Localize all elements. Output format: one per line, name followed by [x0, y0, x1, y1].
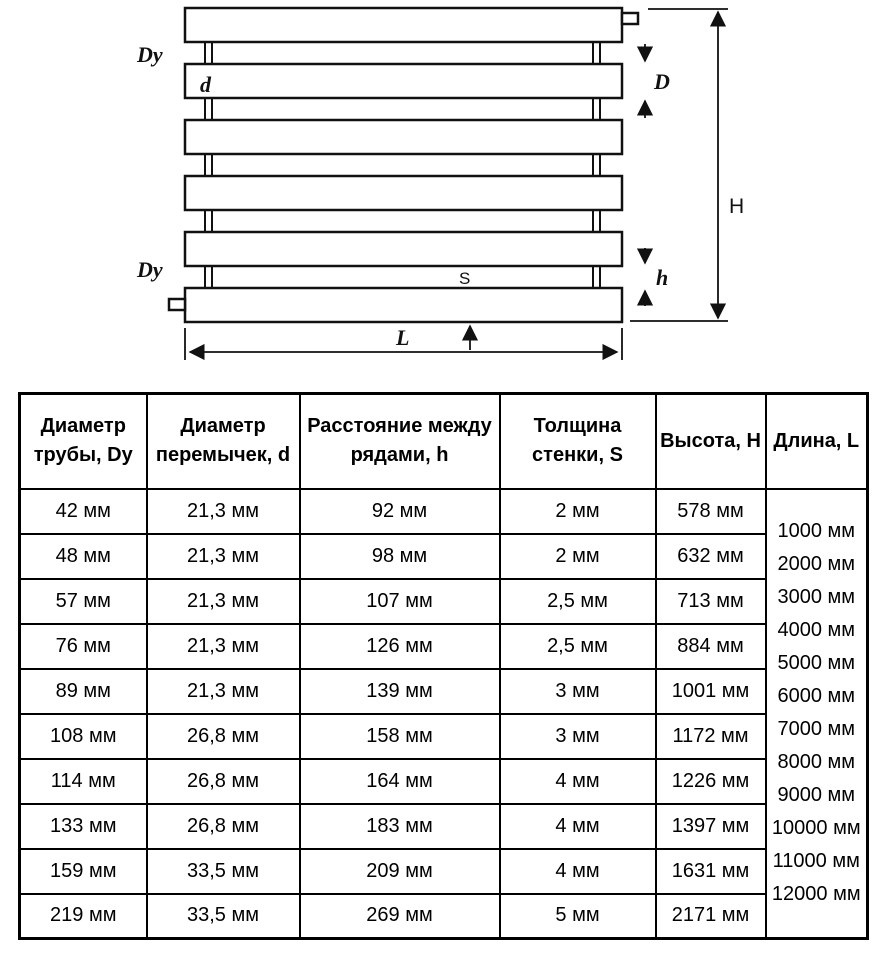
spec-table-wrap — [18, 392, 870, 940]
tube-bars — [169, 8, 638, 322]
header-row — [20, 394, 868, 489]
table-cell: 76 мм — [20, 624, 147, 669]
length-item: 3000 мм — [777, 586, 856, 609]
label-h: h — [656, 265, 669, 290]
table-cell: 2171 мм — [656, 894, 766, 939]
table-cell: 26,8 мм — [147, 714, 300, 759]
length-options-cell — [766, 489, 868, 939]
label-dy-bottom: Dy — [137, 257, 163, 282]
col-header-length-l: Длина, L — [766, 394, 868, 489]
table-cell: 2,5 мм — [500, 579, 656, 624]
table-cell: 98 мм — [300, 534, 500, 579]
table-cell: 26,8 мм — [147, 804, 300, 849]
table-cell: 219 мм — [20, 894, 147, 939]
table-cell: 108 мм — [20, 714, 147, 759]
label-H: H — [729, 195, 745, 218]
table-cell: 21,3 мм — [147, 669, 300, 714]
table-cell: 578 мм — [656, 489, 766, 534]
table-cell: 1226 мм — [656, 759, 766, 804]
length-item: 10000 мм — [771, 817, 861, 840]
col-header-diameter-d: Диаметр перемычек, d — [147, 394, 300, 489]
table-cell: 884 мм — [656, 624, 766, 669]
table-cell: 2 мм — [500, 534, 656, 579]
table-cell: 57 мм — [20, 579, 147, 624]
table-row — [20, 804, 868, 849]
col-header-diameter-dy: Диаметр трубы, Dy — [20, 394, 147, 489]
label-dy-top: Dy — [137, 42, 163, 67]
table-cell: 33,5 мм — [147, 894, 300, 939]
col-header-height-h: Высота, H — [656, 394, 766, 489]
table-cell: 89 мм — [20, 669, 147, 714]
label-L: L — [396, 325, 410, 350]
length-item: 2000 мм — [777, 553, 856, 576]
table-cell: 2,5 мм — [500, 624, 656, 669]
table-cell: 21,3 мм — [147, 534, 300, 579]
table-row — [20, 534, 868, 579]
table-cell: 1631 мм — [656, 849, 766, 894]
table-cell: 2 мм — [500, 489, 656, 534]
length-item: 5000 мм — [777, 652, 856, 675]
length-item: 12000 мм — [771, 883, 861, 906]
table-cell: 3 мм — [500, 714, 656, 759]
table-cell: 139 мм — [300, 669, 500, 714]
table-cell: 1397 мм — [656, 804, 766, 849]
top-right-stub — [622, 13, 638, 24]
table-cell: 42 мм — [20, 489, 147, 534]
table-cell: 1001 мм — [656, 669, 766, 714]
table-row — [20, 759, 868, 804]
bottom-left-stub — [169, 299, 185, 310]
table-cell: 4 мм — [500, 759, 656, 804]
table-row — [20, 669, 868, 714]
length-item: 11000 мм — [772, 850, 860, 873]
table-cell: 4 мм — [500, 849, 656, 894]
table-cell: 33,5 мм — [147, 849, 300, 894]
table-cell: 21,3 мм — [147, 489, 300, 534]
table-cell: 3 мм — [500, 669, 656, 714]
length-item: 4000 мм — [777, 619, 856, 642]
register-diagram — [0, 0, 888, 382]
table-cell: 133 мм — [20, 804, 147, 849]
table-row — [20, 714, 868, 759]
table-cell: 114 мм — [20, 759, 147, 804]
spec-table — [18, 392, 869, 940]
table-cell: 713 мм — [656, 579, 766, 624]
col-header-wall-s: Толщина стенки, S — [500, 394, 656, 489]
label-d: d — [200, 72, 211, 97]
table-row — [20, 489, 868, 534]
table-cell: 48 мм — [20, 534, 147, 579]
table-cell: 26,8 мм — [147, 759, 300, 804]
table-cell: 209 мм — [300, 849, 500, 894]
table-cell: 158 мм — [300, 714, 500, 759]
length-item: 7000 мм — [777, 718, 856, 741]
table-row — [20, 894, 868, 939]
table-cell: 126 мм — [300, 624, 500, 669]
label-S: S — [459, 269, 471, 288]
register-drawing — [0, 0, 888, 382]
length-item: 6000 мм — [777, 685, 856, 708]
table-row — [20, 624, 868, 669]
length-item: 1000 мм — [777, 520, 856, 543]
table-cell: 183 мм — [300, 804, 500, 849]
table-cell: 632 мм — [656, 534, 766, 579]
col-header-row-gap-h: Расстояние между рядами, h — [300, 394, 500, 489]
label-D: D — [654, 69, 670, 94]
table-cell: 21,3 мм — [147, 579, 300, 624]
length-item: 8000 мм — [777, 751, 856, 774]
table-row — [20, 579, 868, 624]
table-cell: 1172 мм — [656, 714, 766, 759]
table-row — [20, 849, 868, 894]
table-cell: 21,3 мм — [147, 624, 300, 669]
table-cell: 107 мм — [300, 579, 500, 624]
table-cell: 92 мм — [300, 489, 500, 534]
table-cell: 269 мм — [300, 894, 500, 939]
table-cell: 164 мм — [300, 759, 500, 804]
table-cell: 5 мм — [500, 894, 656, 939]
table-cell: 4 мм — [500, 804, 656, 849]
length-item: 9000 мм — [777, 784, 856, 807]
table-cell: 159 мм — [20, 849, 147, 894]
